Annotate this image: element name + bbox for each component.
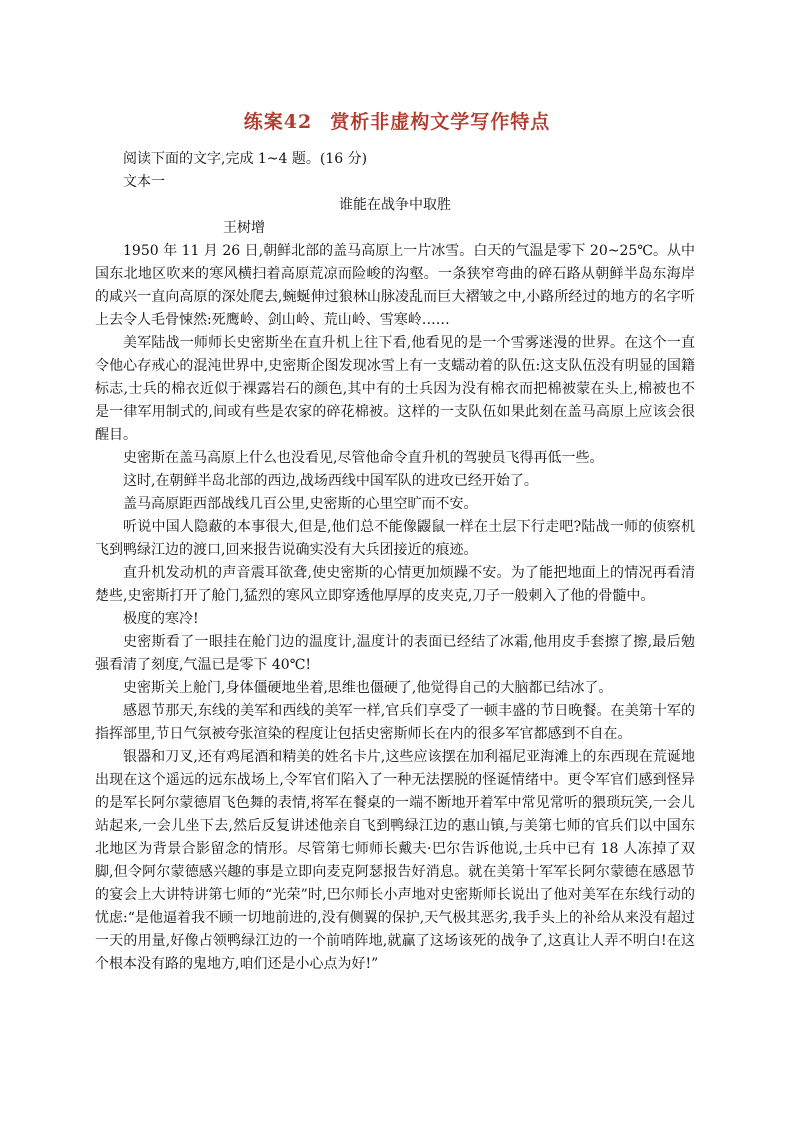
paragraph: 感恩节那天,东线的美军和西线的美军一样,官兵们享受了一顿丰盛的节日晚餐。在美第十军的指挥部里,节日气氛被夸张渲染的程度让包括史密斯师长在内的很多军官都感到不自在。 [95,703,695,742]
page-title [0,107,794,134]
paragraph: 1950 年 11 月 26 日,朝鲜北部的盖马高原上一片冰雪。白天的气温是零下 20~25℃。从中国东北地区吹来的寒风横扫着高原荒凉而险峻的沟壑。一条狭窄弯曲的碎石路从朝鲜半岛东海岸的咸兴一直向高原的深处爬去,蜿蜒伸过狼林山脉凌乱而巨大褶皱之中,小路所经过的地方的名字听上去令人毛骨悚然:死鹰岭、剑山岭、荒山岭、雪寒岭…… [95,243,695,328]
paragraph: 极度的寒冷! [123,611,199,627]
paragraph: 史密斯关上舱门,身体僵硬地坐着,思维也僵硬了,他觉得自己的大脑都已结冰了。 [123,680,613,696]
question-instruction: 阅读下面的文字,完成 1~4 题。(16 分) [123,151,368,167]
paragraph: 史密斯在盖马高原上什么也没看见,尽管他命令直升机的驾驶员飞得再低一些。 [123,450,604,466]
paragraph: 美军陆战一师师长史密斯坐在直升机上往下看,他看见的是一个雪雾迷漫的世界。在这个一直令他心存戒心的混沌世界中,史密斯企图发现冰雪上有一支蠕动着的队伍:这支队伍没有明显的国籍标志,士兵的棉衣近似于裸露岩石的颜色,其中有的士兵因为没有棉衣而把棉被蒙在头上,棉被也不是一律军用制式的,间或有些是农家的碎花棉被。这样的一支队伍如果此刻在盖马高原上应该会很醒目。 [95,335,695,443]
paragraph: 盖马高原距西部战线几百公里,史密斯的心里空旷而不安。 [123,496,478,512]
section-label: 文本一 [123,174,165,190]
paragraph: 史密斯看了一眼挂在舱门边的温度计,温度计的表面已经结了冰霜,他用皮手套擦了擦,最后勉强看清了刻度,气温已是零下 40℃! [95,634,695,673]
paragraph: 这时,在朝鲜半岛北部的西边,战场西线中国军队的进攻已经开始了。 [123,473,538,489]
document-body [95,148,695,976]
paragraph: 直升机发动机的声音震耳欲聋,使史密斯的心情更加烦躁不安。为了能把地面上的情况再看清楚些,史密斯打开了舱门,猛烈的寒风立即穿透他厚厚的皮夹克,刀子一般刺入了他的骨髓中。 [95,565,695,604]
exercise-number: 练案42 [243,111,313,133]
exercise-topic: 赏析非虚构文学写作特点 [330,111,551,133]
paragraph: 听说中国人隐蔽的本事很大,但是,他们总不能像鼹鼠一样在土层下行走吧?陆战一师的侦察机飞到鸭绿江边的渡口,回来报告说确实没有大兵团接近的痕迹。 [95,519,695,558]
article-author: 王树增 [223,220,265,236]
article-heading: 谁能在战争中取胜 [339,197,451,213]
paragraph: 银器和刀叉,还有鸡尾酒和精美的姓名卡片,这些应该摆在加利福尼亚海滩上的东西现在荒诞地出现在这个遥远的远东战场上,令军官们陷入了一种无法摆脱的怪诞情绪中。更令军官们感到怪异的是军长阿尔蒙德眉飞色舞的表情,将军在餐桌的一端不断地开着军中常见常听的猥琐玩笑,一会儿站起来,一会儿坐下去,然后反复讲述他亲自飞到鸭绿江边的惠山镇,与美第七师的官兵们以中国东北地区为背景合影留念的情形。尽管第七师师长戴夫·巴尔告诉他说,士兵中已有 18 人冻掉了双脚,但令阿尔蒙德感兴趣的事是立即向麦克阿瑟报告好消息。就在美第十军军长阿尔蒙德在感恩节的宴会上大讲特讲第七师的“光荣”时,巴尔师长小声地对史密斯师长说出了他对美军在东线行动的忧虑:“是他逼着我不顾一切地前进的,没有侧翼的保护,天气极其恶劣,我手头上的补给从来没有超过一天的用量,好像占领鸭绿江边的一个前哨阵地,就赢了这场该死的战争了,这真让人弄不明白!在这个根本没有路的鬼地方,咱们还是小心点为好!” [95,749,695,972]
